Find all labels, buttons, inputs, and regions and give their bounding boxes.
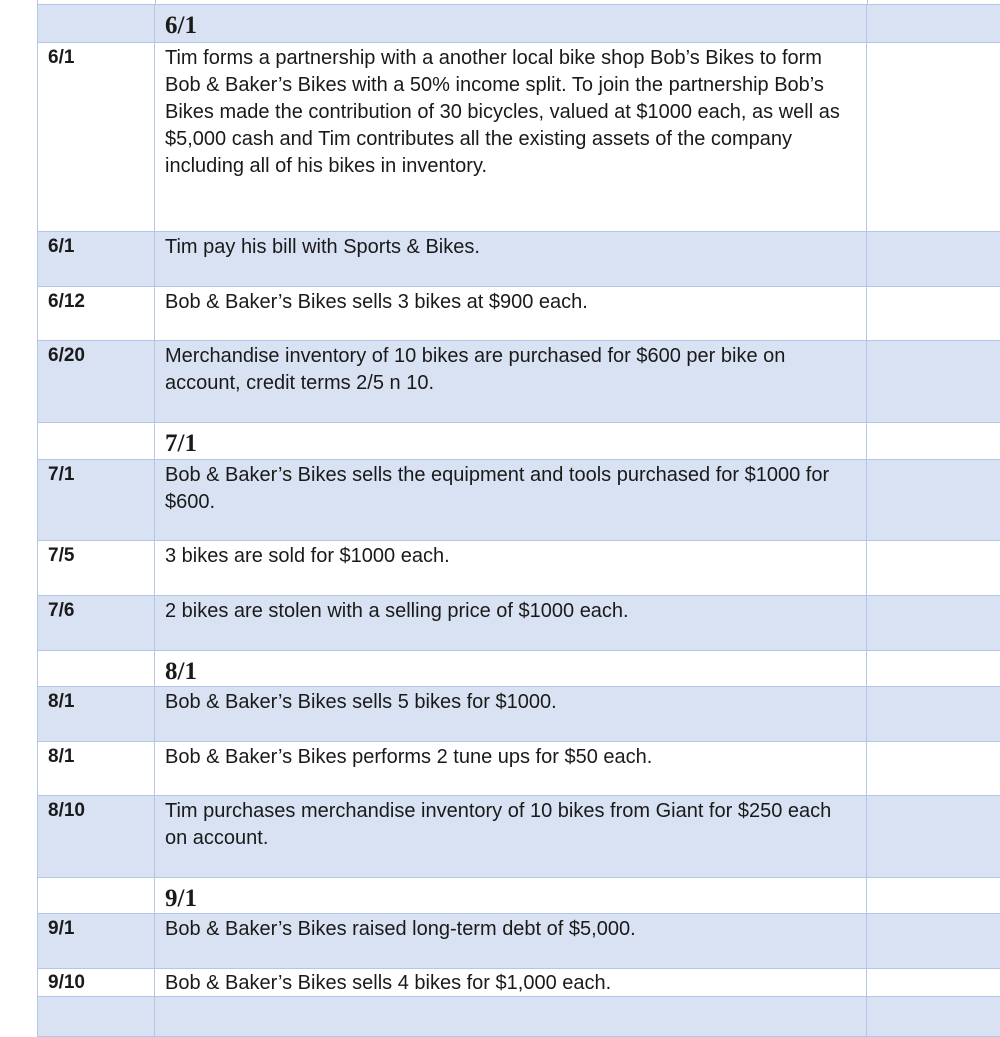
table-row xyxy=(37,232,1000,287)
description-cell: Tim forms a partnership with a another local bike shop Bob’s Bikes to form Bob & Baker’s Bikes with a 50% income split. To join the partnership Bob’s Bikes made the contribution of 30 bicycles, valued at $1000 each, as well as $5,000 cash and Tim contributes all the existing assets of the company including all of his bikes in inventory. xyxy=(155,43,867,231)
month-header-row xyxy=(37,423,1000,460)
table-row xyxy=(37,969,1000,997)
date-cell: 9/10 xyxy=(37,969,155,996)
table-row xyxy=(37,460,1000,541)
date-cell: 6/1 xyxy=(37,232,155,286)
description-cell: Bob & Baker’s Bikes sells 3 bikes at $900 each. xyxy=(155,287,867,340)
month-header-row xyxy=(37,878,1000,914)
date-cell: 6/1 xyxy=(37,43,155,231)
description-cell: Tim purchases merchandise inventory of 10 bikes from Giant for $250 each on account. xyxy=(155,796,867,877)
date-cell: 7/5 xyxy=(37,541,155,595)
month-header-row xyxy=(37,5,1000,43)
date-cell: 8/10 xyxy=(37,796,155,877)
month-header: 6/1 xyxy=(155,5,867,42)
description-cell: 2 bikes are stolen with a selling price of $1000 each. xyxy=(155,596,867,650)
date-cell: 6/12 xyxy=(37,287,155,340)
month-header-row xyxy=(37,651,1000,687)
month-header: 7/1 xyxy=(155,423,867,459)
table-row xyxy=(37,541,1000,596)
table-row xyxy=(37,687,1000,742)
table-row xyxy=(37,341,1000,423)
description-cell: Bob & Baker’s Bikes sells the equipment and tools purchased for $1000 for $600. xyxy=(155,460,867,540)
table-row xyxy=(37,287,1000,341)
date-cell: 6/20 xyxy=(37,341,155,422)
date-cell: 7/6 xyxy=(37,596,155,650)
date-cell: 8/1 xyxy=(37,687,155,741)
description-cell: Merchandise inventory of 10 bikes are purchased for $600 per bike on account, credit terms 2/5 n 10. xyxy=(155,341,867,422)
description-cell: Bob & Baker’s Bikes performs 2 tune ups for $50 each. xyxy=(155,742,867,795)
description-cell: Tim pay his bill with Sports & Bikes. xyxy=(155,232,867,286)
table-row xyxy=(37,596,1000,651)
date-cell: 9/1 xyxy=(37,914,155,968)
table-row xyxy=(37,914,1000,969)
month-header: 8/1 xyxy=(155,651,867,686)
table-row xyxy=(37,43,1000,232)
date-cell: 8/1 xyxy=(37,742,155,795)
table-row xyxy=(37,742,1000,796)
month-header: 9/1 xyxy=(155,878,867,913)
date-cell: 7/1 xyxy=(37,460,155,540)
description-cell: Bob & Baker’s Bikes raised long-term debt of $5,000. xyxy=(155,914,867,968)
table-row xyxy=(37,796,1000,878)
description-cell: Bob & Baker’s Bikes sells 5 bikes for $1000. xyxy=(155,687,867,741)
description-cell: Bob & Baker’s Bikes sells 4 bikes for $1,000 each. xyxy=(155,969,867,996)
empty-row xyxy=(37,997,1000,1037)
transactions-table xyxy=(37,5,1000,1037)
description-cell: 3 bikes are sold for $1000 each. xyxy=(155,541,867,595)
